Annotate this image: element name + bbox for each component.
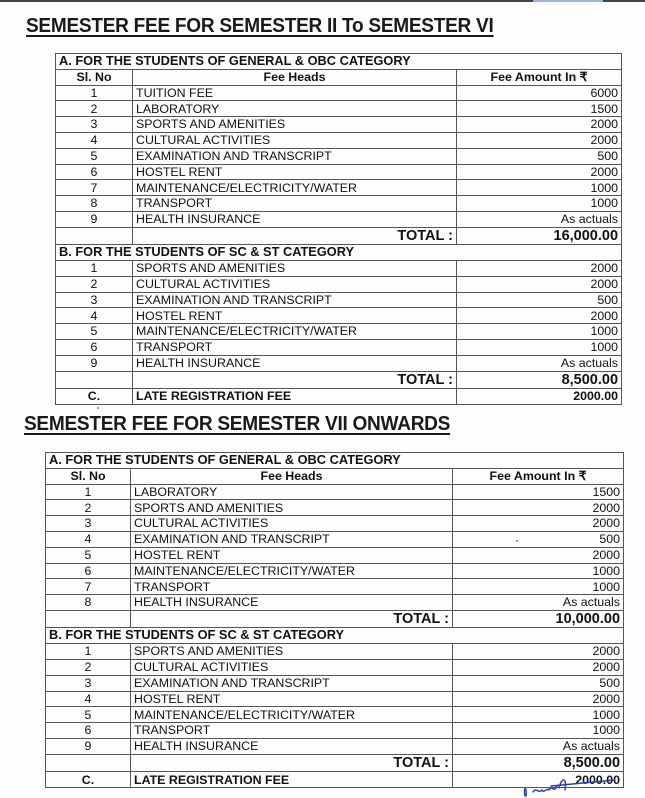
fee-row — [46, 579, 624, 595]
col-sl-no: Sl. No — [46, 468, 131, 484]
total-row — [46, 754, 624, 772]
fee-amount-cell: 1000 — [453, 563, 624, 579]
fee-amount-cell: 1000 — [453, 723, 624, 739]
fee-amount-cell: 1000 — [453, 707, 624, 723]
fee-head-cell: TRANSPORT — [133, 340, 457, 356]
part-a-header-row — [56, 54, 622, 70]
fee-amount-cell: 2000 — [457, 276, 622, 292]
blank-cell — [56, 227, 133, 245]
sl-no-cell: 7 — [56, 180, 133, 196]
fee-head-cell: TRANSPORT — [131, 723, 453, 739]
fee-amount-cell: 1000 — [453, 579, 624, 595]
section2-fee-table — [45, 452, 624, 788]
fee-head-cell: HOSTEL RENT — [133, 164, 457, 180]
fee-head-cell: HOSTEL RENT — [133, 308, 457, 324]
fee-head-cell: EXAMINATION AND TRANSCRIPT — [131, 531, 453, 547]
fee-head-cell: EXAMINATION AND TRANSCRIPT — [133, 148, 457, 164]
sl-no-cell: 5 — [46, 707, 131, 723]
fee-amount-cell: 1500 — [457, 101, 622, 117]
col-sl-no: Sl. No — [56, 69, 133, 85]
fee-amount-cell: 2000 — [453, 547, 624, 563]
fee-head-cell: HEALTH INSURANCE — [133, 355, 457, 371]
sl-no-cell: 8 — [56, 196, 133, 212]
total-row — [46, 610, 624, 628]
fee-head-cell: MAINTENANCE/ELECTRICITY/WATER — [133, 324, 457, 340]
sl-no-cell: 4 — [46, 691, 131, 707]
fee-amount-cell: 1000 — [457, 180, 622, 196]
fee-amount-cell: As actuals — [453, 595, 624, 611]
blank-cell — [56, 371, 133, 389]
sl-no-cell: 6 — [56, 340, 133, 356]
late-fee-head: LATE REGISTRATION FEE — [131, 772, 453, 788]
fee-row — [46, 723, 624, 739]
sl-no-cell: 3 — [56, 292, 133, 308]
fee-head-cell: LABORATORY — [133, 101, 457, 117]
fee-head-cell: SPORTS AND AMENITIES — [131, 644, 453, 660]
column-header-row — [46, 468, 624, 484]
fee-head-cell: CULTURAL ACTIVITIES — [133, 276, 457, 292]
fee-amount-cell: 6000 — [457, 85, 622, 101]
part-a-header-row — [46, 453, 624, 469]
fee-row — [56, 196, 622, 212]
fee-head-cell: CULTURAL ACTIVITIES — [131, 660, 453, 676]
fee-row — [46, 739, 624, 755]
sl-no-cell: 2 — [56, 276, 133, 292]
fee-row — [46, 707, 624, 723]
total-label: TOTAL : — [133, 371, 457, 389]
sl-no-cell: 7 — [46, 579, 131, 595]
fee-row — [56, 261, 622, 277]
fee-row — [46, 516, 624, 532]
fee-row — [56, 340, 622, 356]
sl-no-cell: 1 — [56, 85, 133, 101]
fee-amount-cell: 1500 — [453, 484, 624, 500]
section1-heading: SEMESTER FEE FOR SEMESTER II To SEMESTER VI — [26, 14, 494, 37]
fee-amount-cell: 2000 — [453, 500, 624, 516]
fee-amount-cell: 500 — [453, 675, 624, 691]
fee-amount-cell: 2000 — [457, 261, 622, 277]
sl-no-cell: 5 — [56, 324, 133, 340]
sl-no-cell: 2 — [56, 101, 133, 117]
sl-no-cell: 1 — [56, 261, 133, 277]
col-fee-amount: Fee Amount In ₹ — [453, 468, 624, 484]
scan-speck — [516, 540, 518, 542]
fee-amount-cell: 2000 — [453, 691, 624, 707]
scan-speck — [97, 407, 99, 409]
part-c-label: C. — [56, 389, 133, 405]
part-b-header-row — [46, 628, 624, 644]
col-fee-heads: Fee Heads — [133, 69, 457, 85]
total-value: 16,000.00 — [457, 227, 622, 245]
fee-row — [56, 117, 622, 133]
col-fee-amount: Fee Amount In ₹ — [457, 69, 622, 85]
sl-no-cell: 3 — [46, 516, 131, 532]
fee-amount-cell: 2000 — [453, 644, 624, 660]
fee-row — [56, 132, 622, 148]
section2-heading: SEMESTER FEE FOR SEMESTER VII ONWARDS — [24, 412, 451, 435]
total-value: 8,500.00 — [457, 371, 622, 389]
sl-no-cell: 2 — [46, 500, 131, 516]
fee-amount-cell: As actuals — [457, 355, 622, 371]
fee-row — [56, 276, 622, 292]
sl-no-cell: 6 — [46, 723, 131, 739]
sl-no-cell: 3 — [46, 675, 131, 691]
fee-row — [46, 660, 624, 676]
fee-amount-cell: 1000 — [457, 196, 622, 212]
late-fee-head: LATE REGISTRATION FEE — [133, 389, 457, 405]
fee-row — [56, 324, 622, 340]
total-value: 10,000.00 — [453, 610, 624, 628]
column-header-row — [56, 69, 622, 85]
fee-row — [46, 547, 624, 563]
signature-mark — [515, 776, 625, 798]
blank-cell — [46, 754, 131, 772]
fee-amount-cell: 2000 — [453, 660, 624, 676]
part-b-header-row — [56, 245, 622, 261]
sl-no-cell: 4 — [46, 531, 131, 547]
category-heading: B. FOR THE STUDENTS OF SC & ST CATEGORY — [46, 628, 624, 644]
fee-head-cell: CULTURAL ACTIVITIES — [131, 516, 453, 532]
fee-head-cell: SPORTS AND AMENITIES — [133, 117, 457, 133]
total-label: TOTAL : — [133, 227, 457, 245]
sl-no-cell: 4 — [56, 308, 133, 324]
total-label: TOTAL : — [131, 610, 453, 628]
sl-no-cell: 5 — [46, 547, 131, 563]
page-top-edge-accent — [533, 0, 603, 2]
fee-row — [46, 563, 624, 579]
fee-head-cell: TRANSPORT — [131, 579, 453, 595]
fee-row — [46, 500, 624, 516]
sl-no-cell: 6 — [56, 164, 133, 180]
fee-amount-cell: 500 — [453, 531, 624, 547]
blank-cell — [46, 610, 131, 628]
fee-head-cell: SPORTS AND AMENITIES — [131, 500, 453, 516]
sl-no-cell: 8 — [46, 595, 131, 611]
sl-no-cell: 3 — [56, 117, 133, 133]
fee-amount-cell: 1000 — [457, 324, 622, 340]
col-fee-heads: Fee Heads — [131, 468, 453, 484]
late-fee-row — [56, 389, 622, 405]
fee-row — [56, 85, 622, 101]
fee-row — [56, 308, 622, 324]
fee-head-cell: HEALTH INSURANCE — [131, 739, 453, 755]
fee-amount-cell: As actuals — [453, 739, 624, 755]
fee-head-cell: HEALTH INSURANCE — [133, 211, 457, 227]
category-heading: B. FOR THE STUDENTS OF SC & ST CATEGORY — [56, 245, 622, 261]
fee-head-cell: EXAMINATION AND TRANSCRIPT — [131, 675, 453, 691]
fee-row — [46, 644, 624, 660]
fee-row — [46, 531, 624, 547]
fee-head-cell: LABORATORY — [131, 484, 453, 500]
fee-amount-cell: 2000 — [457, 117, 622, 133]
fee-head-cell: HOSTEL RENT — [131, 547, 453, 563]
fee-head-cell: MAINTENANCE/ELECTRICITY/WATER — [131, 563, 453, 579]
fee-row — [56, 292, 622, 308]
sl-no-cell: 1 — [46, 644, 131, 660]
category-heading: A. FOR THE STUDENTS OF GENERAL & OBC CATEGORY — [46, 453, 624, 469]
fee-head-cell: CULTURAL ACTIVITIES — [133, 132, 457, 148]
section1-fee-table — [55, 53, 622, 405]
fee-amount-cell: 2000 — [453, 516, 624, 532]
sl-no-cell: 9 — [56, 211, 133, 227]
fee-row — [46, 484, 624, 500]
sl-no-cell: 5 — [56, 148, 133, 164]
part-c-label: C. — [46, 772, 131, 788]
category-heading: A. FOR THE STUDENTS OF GENERAL & OBC CATEGORY — [56, 54, 622, 70]
fee-head-cell: HEALTH INSURANCE — [131, 595, 453, 611]
late-fee-amount: 2000.00 — [457, 389, 622, 405]
sl-no-cell: 4 — [56, 132, 133, 148]
sl-no-cell: 6 — [46, 563, 131, 579]
fee-amount-cell: 500 — [457, 148, 622, 164]
fee-row — [56, 355, 622, 371]
fee-amount-cell: 2000 — [457, 308, 622, 324]
fee-amount-cell: 2000 — [457, 132, 622, 148]
fee-head-cell: TUITION FEE — [133, 85, 457, 101]
sl-no-cell: 9 — [46, 739, 131, 755]
fee-row — [56, 164, 622, 180]
total-row — [56, 227, 622, 245]
fee-amount-cell: As actuals — [457, 211, 622, 227]
sl-no-cell: 2 — [46, 660, 131, 676]
fee-row — [56, 211, 622, 227]
fee-row — [56, 101, 622, 117]
fee-row — [46, 691, 624, 707]
fee-head-cell: EXAMINATION AND TRANSCRIPT — [133, 292, 457, 308]
fee-amount-cell: 2000 — [457, 164, 622, 180]
fee-row — [56, 148, 622, 164]
total-value: 8,500.00 — [453, 754, 624, 772]
fee-amount-cell: 1000 — [457, 340, 622, 356]
fee-head-cell: TRANSPORT — [133, 196, 457, 212]
sl-no-cell: 9 — [56, 355, 133, 371]
total-label: TOTAL : — [131, 754, 453, 772]
fee-head-cell: SPORTS AND AMENITIES — [133, 261, 457, 277]
total-row — [56, 371, 622, 389]
fee-amount-cell: 500 — [457, 292, 622, 308]
sl-no-cell: 1 — [46, 484, 131, 500]
fee-head-cell: HOSTEL RENT — [131, 691, 453, 707]
fee-row — [56, 180, 622, 196]
fee-row — [46, 675, 624, 691]
fee-head-cell: MAINTENANCE/ELECTRICITY/WATER — [133, 180, 457, 196]
late-fee-amount: 2000.00 — [453, 772, 624, 788]
fee-head-cell: MAINTENANCE/ELECTRICITY/WATER — [131, 707, 453, 723]
fee-row — [46, 595, 624, 611]
